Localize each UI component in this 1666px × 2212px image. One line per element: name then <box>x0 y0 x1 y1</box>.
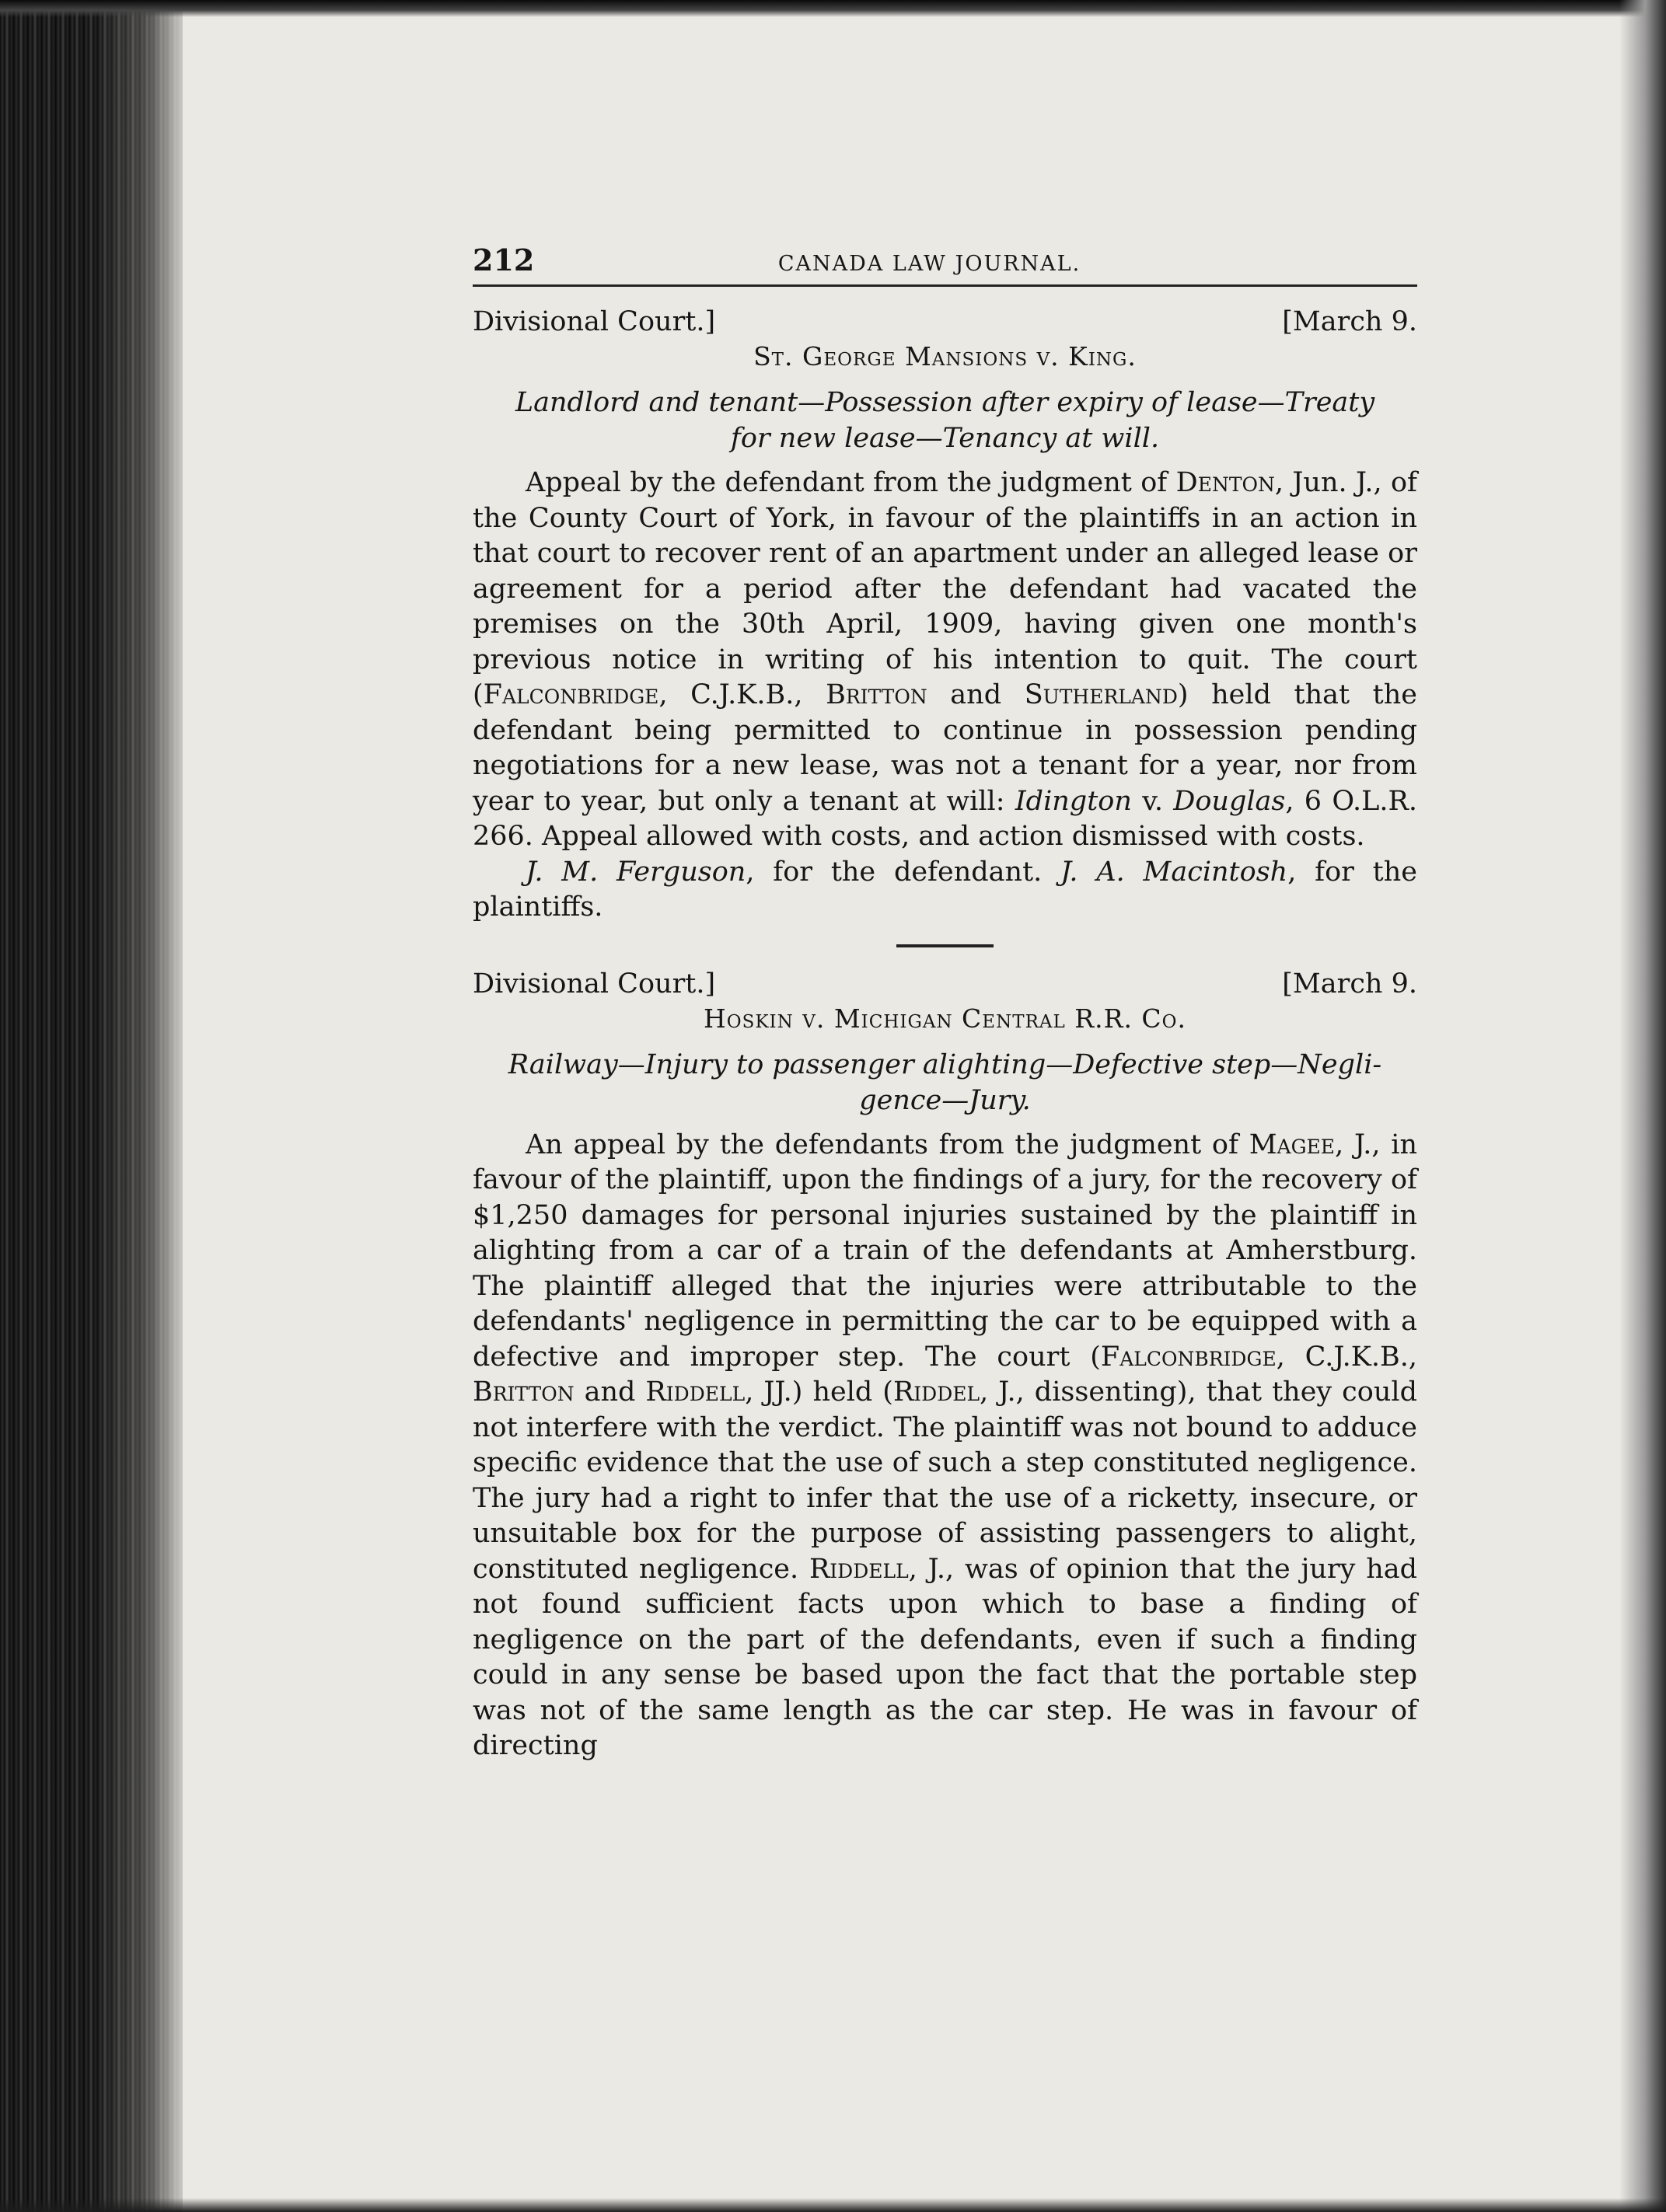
case1-date: [March 9. <box>1282 306 1417 337</box>
judge-name: Sutherland <box>1024 679 1178 710</box>
case1-headnote-line1: Landlord and tenant—Possession after expiry of lease—Treaty <box>515 387 1375 418</box>
case1-text: , Jun. J., of the County Court of York, in favour of the plaintiffs in an action in that court to recover rent of an apartment under an alleged lease or agreement for a period after the defendant had vacated the premises on the 30th April, 1909, having given one month's previous notice in writing of his intention to quit. The court ( <box>473 467 1417 710</box>
case1-counsel <box>473 855 1417 926</box>
case1-text: v. <box>1131 785 1174 817</box>
case1-text: Appeal by the defendant from the judgment of <box>526 467 1176 498</box>
case2-text: An appeal by the defendants from the judgment of <box>526 1129 1249 1160</box>
case2-body <box>473 1128 1417 1764</box>
case1-text: , C.J.K.B., <box>658 679 826 710</box>
case2-name: Hoskin v. Michigan Central R.R. Co. <box>703 1003 1187 1034</box>
counsel-name: J. A. Macintosh <box>1060 856 1288 888</box>
case2-court: Divisional Court.] <box>473 968 716 1000</box>
case1-text: ) held that the defendant being permitted to continue in possession pending negotiations for a new lease, was not a tenant for a year, nor from year to year, but only a tenant at will: <box>473 679 1418 817</box>
case2-text: , J., was of opinion that the jury had not found sufficient facts upon which to base a finding of negligence on the part of the defendants, even if such a finding could in any sense be based upon the fact that the portable step was not of the same length as the car step. He was in favour of directing <box>473 1553 1418 1761</box>
case2-headnote <box>473 1047 1417 1118</box>
scan-right-edge <box>1619 0 1666 2212</box>
case2-text: , J., dissenting), that they could not interfere with the verdict. The plaintiff was not bound to adduce specific evidence that the use of such a step constituted negligence. The jury had a right to infer that the use of a ricketty, insecure, or unsuitable box for the purpose of assisting passengers to alight, constituted negligence. <box>473 1376 1417 1585</box>
scan-bottom-edge <box>0 2198 1666 2212</box>
case1-headnote-line2: for new lease—Tenancy at will. <box>730 423 1160 454</box>
case1-text: , for the defendant. <box>746 856 1061 888</box>
page-content <box>473 242 1417 1764</box>
case1-headnote <box>473 385 1417 456</box>
judge-name: Riddel <box>892 1376 980 1408</box>
case2-court-line <box>473 966 1417 1002</box>
section-divider <box>896 944 994 947</box>
judge-name: Falconbridge <box>483 679 659 710</box>
page-number: 212 <box>473 242 535 277</box>
case1-court: Divisional Court.] <box>473 306 716 337</box>
judge-name: Britton <box>826 679 927 710</box>
judge-name: Falconbridge <box>1100 1341 1277 1373</box>
running-head <box>473 242 1417 287</box>
counsel-name: J. M. Ferguson <box>526 856 746 888</box>
judge-name: Britton <box>473 1376 575 1408</box>
case1-name: St. George Mansions v. King. <box>753 341 1137 372</box>
citation-party: Douglas <box>1173 785 1286 817</box>
journal-title: CANADA LAW JOURNAL. <box>777 252 1081 276</box>
case1-text: , 6 O.L.R. 266. Appeal allowed with costs, and action dismissed with costs. <box>473 785 1417 852</box>
case2-headnote-line1: Railway—Injury to passenger alighting—Defective step—Negli- <box>508 1048 1382 1080</box>
case1-text: , for the plaintiffs. <box>473 856 1417 923</box>
citation-party: Idington <box>1015 785 1132 817</box>
case1-text: and <box>927 679 1025 710</box>
judge-name: Magee <box>1249 1129 1336 1160</box>
case2-date: [March 9. <box>1282 968 1417 1000</box>
judge-name: Denton <box>1175 467 1275 498</box>
case2-headnote-line2: gence—Jury. <box>859 1084 1031 1116</box>
case2-text: , C.J.K.B., <box>1276 1341 1418 1373</box>
case2-text: and <box>574 1376 646 1408</box>
case2-text: , JJ.) held ( <box>745 1376 893 1408</box>
judge-name: Riddell <box>809 1553 909 1585</box>
case1-body <box>473 466 1417 855</box>
case2-text: , J., in favour of the plaintiff, upon the findings of a jury, for the recovery of $1,250 damages for personal injuries sustained by the plaintiff in alighting from a car of a train of the defendants at Amherstburg. The plaintiff alleged that the injuries were attributable to the defendants' negligence in permitting the car to be equipped with a defective and improper step. The court ( <box>473 1129 1417 1373</box>
scan-top-edge <box>0 0 1666 17</box>
book-binding-edge <box>0 0 183 2212</box>
case1-court-line <box>473 304 1417 340</box>
judge-name: Riddell <box>645 1376 746 1408</box>
